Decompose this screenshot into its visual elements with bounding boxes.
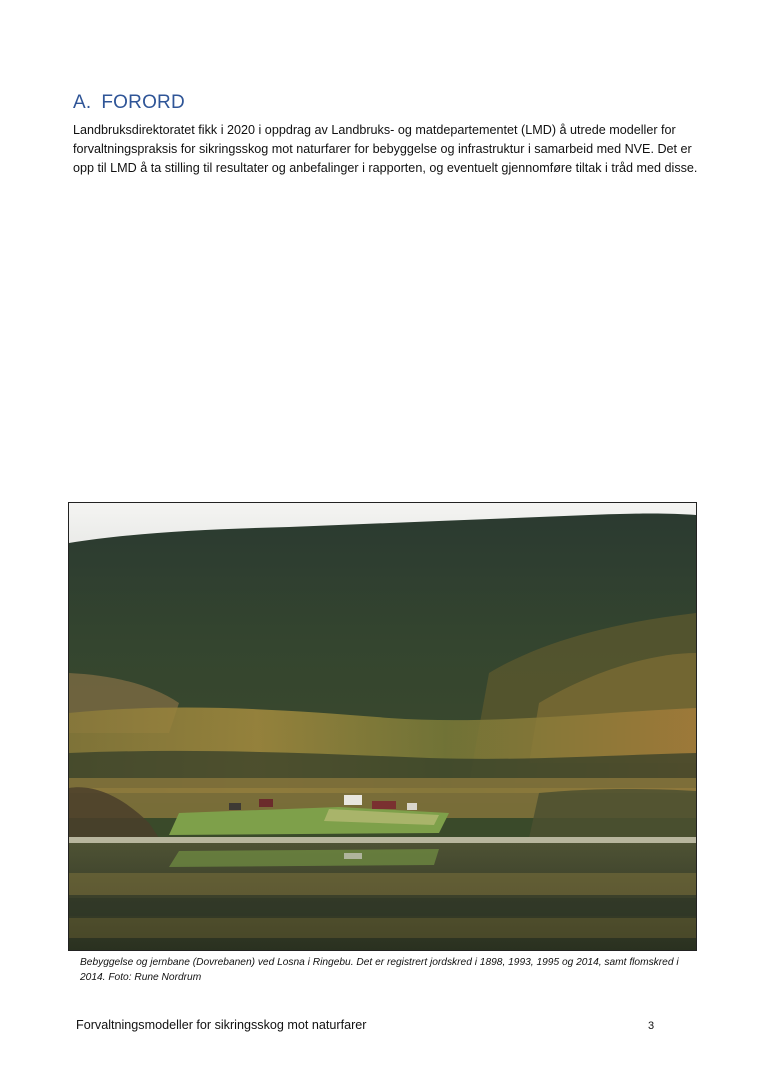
section-heading [73, 92, 185, 114]
figure-caption: Bebyggelse og jernbane (Dovrebanen) ved Losna i Ringebu. Det er registrert jordskred i 1898, 1993, 1995 og 2014, samt flomskred i 2014. Foto: Rune Nordrum [80, 957, 679, 983]
footer-title: Forvaltningsmodeller for sikringsskog mot naturfarer [76, 1018, 367, 1032]
section-number: A. [73, 92, 92, 113]
landscape-photo [68, 502, 697, 951]
section-title: FORORD [101, 92, 185, 113]
intro-paragraph: Landbruksdirektoratet fikk i 2020 i oppdrag av Landbruks- og matdepartementet (LMD) å utrede modeller for forvaltningspraksis for sikringsskog mot naturfarer for bebyggelse og infrastruktur i samarbeid med NVE. Det er opp til LMD å ta stilling til resultater og anbefalinger i rapporten, og eventuelt gjennomføre tiltak i tråd med disse. [73, 123, 698, 175]
page-number: 3 [648, 1020, 655, 1032]
